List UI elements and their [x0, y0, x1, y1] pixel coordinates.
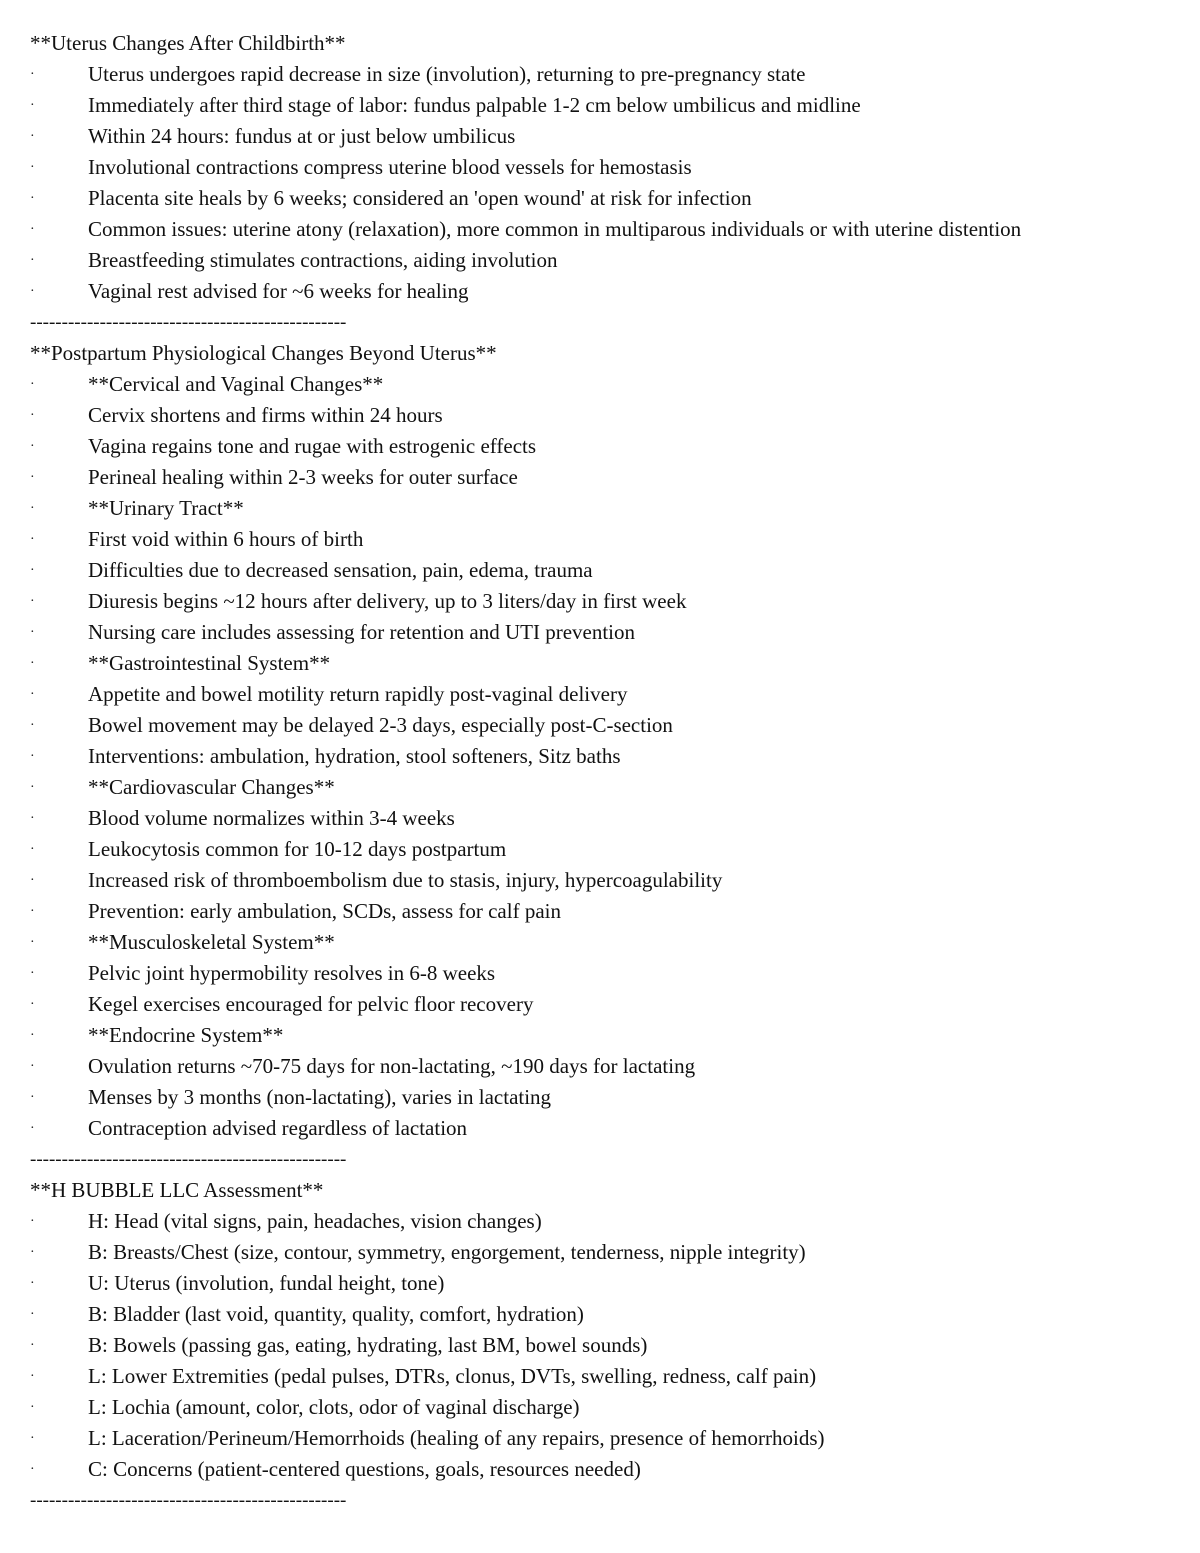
list-item: · Diuresis begins ~12 hours after delivery, up to 3 liters/day in first week: [30, 586, 1180, 617]
list-item: · Ovulation returns ~70-75 days for non-lactating, ~190 days for lactating: [30, 1051, 1180, 1082]
list-item: · Interventions: ambulation, hydration, stool softeners, Sitz baths: [30, 741, 1180, 772]
bullet-icon: ·: [30, 501, 35, 516]
list-item: · Perineal healing within 2-3 weeks for outer surface: [30, 462, 1180, 493]
list-item: · U: Uterus (involution, fundal height, tone): [30, 1268, 1180, 1299]
list-item: · Immediately after third stage of labor: fundus palpable 1-2 cm below umbilicus and midline: [30, 90, 1180, 121]
list-item: · L: Laceration/Perineum/Hemorrhoids (healing of any repairs, presence of hemorrhoids): [30, 1423, 1180, 1454]
list-item: · **Musculoskeletal System**: [30, 927, 1180, 958]
list-item: · H: Head (vital signs, pain, headaches, vision changes): [30, 1206, 1180, 1237]
bullet-icon: ·: [30, 935, 35, 950]
bullet-icon: ·: [30, 408, 35, 423]
section-title: **Uterus Changes After Childbirth**: [30, 31, 346, 55]
bullet-icon: ·: [30, 904, 35, 919]
bullet-icon: ·: [30, 966, 35, 981]
list-item: · Within 24 hours: fundus at or just below umbilicus: [30, 121, 1180, 152]
list-item: · **Cervical and Vaginal Changes**: [30, 369, 1180, 400]
list-item: · Placenta site heals by 6 weeks; considered an 'open wound' at risk for infection: [30, 183, 1180, 214]
section-separator: --------------------------------------------------: [30, 312, 347, 333]
list-item: · B: Bladder (last void, quantity, quality, comfort, hydration): [30, 1299, 1180, 1330]
bullet-icon: ·: [30, 873, 35, 888]
list-item: · Increased risk of thromboembolism due to stasis, injury, hypercoagulability: [30, 865, 1180, 896]
document-body: [30, 28, 1180, 1516]
bullet-icon: ·: [30, 1028, 35, 1043]
bullet-icon: ·: [30, 67, 35, 82]
list-item: · **Cardiovascular Changes**: [30, 772, 1180, 803]
bullet-icon: ·: [30, 718, 35, 733]
section-title: **H BUBBLE LLC Assessment**: [30, 1178, 324, 1202]
bullet-icon: ·: [30, 687, 35, 702]
bullet-icon: ·: [30, 1245, 35, 1260]
bullet-icon: ·: [30, 98, 35, 113]
list-item: · Uterus undergoes rapid decrease in size (involution), returning to pre-pregnancy state: [30, 59, 1180, 90]
bullet-icon: ·: [30, 191, 35, 206]
list-item: · First void within 6 hours of birth: [30, 524, 1180, 555]
list-item: · Vagina regains tone and rugae with estrogenic effects: [30, 431, 1180, 462]
bullet-icon: ·: [30, 129, 35, 144]
bullet-icon: ·: [30, 1307, 35, 1322]
bullet-icon: ·: [30, 377, 35, 392]
bullet-icon: ·: [30, 997, 35, 1012]
section-separator: --------------------------------------------------: [30, 1149, 347, 1170]
list-item: · Pelvic joint hypermobility resolves in 6-8 weeks: [30, 958, 1180, 989]
bullet-icon: ·: [30, 780, 35, 795]
list-item: · C: Concerns (patient-centered questions, goals, resources needed): [30, 1454, 1180, 1485]
bullet-icon: ·: [30, 532, 35, 547]
list-item: · Kegel exercises encouraged for pelvic floor recovery: [30, 989, 1180, 1020]
list-item: · **Urinary Tract**: [30, 493, 1180, 524]
list-item: · L: Lochia (amount, color, clots, odor of vaginal discharge): [30, 1392, 1180, 1423]
bullet-icon: ·: [30, 594, 35, 609]
bullet-icon: ·: [30, 1276, 35, 1291]
list-item: · B: Breasts/Chest (size, contour, symmetry, engorgement, tenderness, nipple integrity): [30, 1237, 1180, 1268]
bullet-icon: ·: [30, 842, 35, 857]
list-item: · Contraception advised regardless of lactation: [30, 1113, 1180, 1144]
list-item: · Nursing care includes assessing for retention and UTI prevention: [30, 617, 1180, 648]
list-item: · Leukocytosis common for 10-12 days postpartum: [30, 834, 1180, 865]
bullet-icon: ·: [30, 563, 35, 578]
list-item: · Prevention: early ambulation, SCDs, assess for calf pain: [30, 896, 1180, 927]
bullet-icon: ·: [30, 1431, 35, 1446]
list-item: · Common issues: uterine atony (relaxation), more common in multiparous individuals or with uterine distention: [30, 214, 1180, 245]
bullet-icon: ·: [30, 439, 35, 454]
list-item: · B: Bowels (passing gas, eating, hydrating, last BM, bowel sounds): [30, 1330, 1180, 1361]
bullet-icon: ·: [30, 284, 35, 299]
list-item: · Difficulties due to decreased sensation, pain, edema, trauma: [30, 555, 1180, 586]
bullet-icon: ·: [30, 1369, 35, 1384]
bullet-icon: ·: [30, 1338, 35, 1353]
bullet-icon: ·: [30, 1214, 35, 1229]
list-item: · Breastfeeding stimulates contractions, aiding involution: [30, 245, 1180, 276]
bullet-icon: ·: [30, 1400, 35, 1415]
section-separator: --------------------------------------------------: [30, 1490, 347, 1511]
list-item: · Involutional contractions compress uterine blood vessels for hemostasis: [30, 152, 1180, 183]
list-item: · L: Lower Extremities (pedal pulses, DTRs, clonus, DVTs, swelling, redness, calf pain): [30, 1361, 1180, 1392]
bullet-icon: ·: [30, 160, 35, 175]
list-item: · **Endocrine System**: [30, 1020, 1180, 1051]
list-item: · Cervix shortens and firms within 24 hours: [30, 400, 1180, 431]
section-title: **Postpartum Physiological Changes Beyond Uterus**: [30, 341, 497, 365]
bullet-icon: ·: [30, 749, 35, 764]
list-item: · **Gastrointestinal System**: [30, 648, 1180, 679]
bullet-icon: ·: [30, 625, 35, 640]
bullet-icon: ·: [30, 656, 35, 671]
bullet-icon: ·: [30, 222, 35, 237]
bullet-icon: ·: [30, 1059, 35, 1074]
bullet-icon: ·: [30, 1462, 35, 1477]
list-item: · Appetite and bowel motility return rapidly post-vaginal delivery: [30, 679, 1180, 710]
bullet-icon: ·: [30, 470, 35, 485]
list-item: · Menses by 3 months (non-lactating), varies in lactating: [30, 1082, 1180, 1113]
bullet-icon: ·: [30, 811, 35, 826]
bullet-icon: ·: [30, 1090, 35, 1105]
bullet-icon: ·: [30, 253, 35, 268]
list-item: · Blood volume normalizes within 3-4 weeks: [30, 803, 1180, 834]
list-item: · Bowel movement may be delayed 2-3 days, especially post-C-section: [30, 710, 1180, 741]
list-item: · Vaginal rest advised for ~6 weeks for healing: [30, 276, 1180, 307]
bullet-icon: ·: [30, 1121, 35, 1136]
